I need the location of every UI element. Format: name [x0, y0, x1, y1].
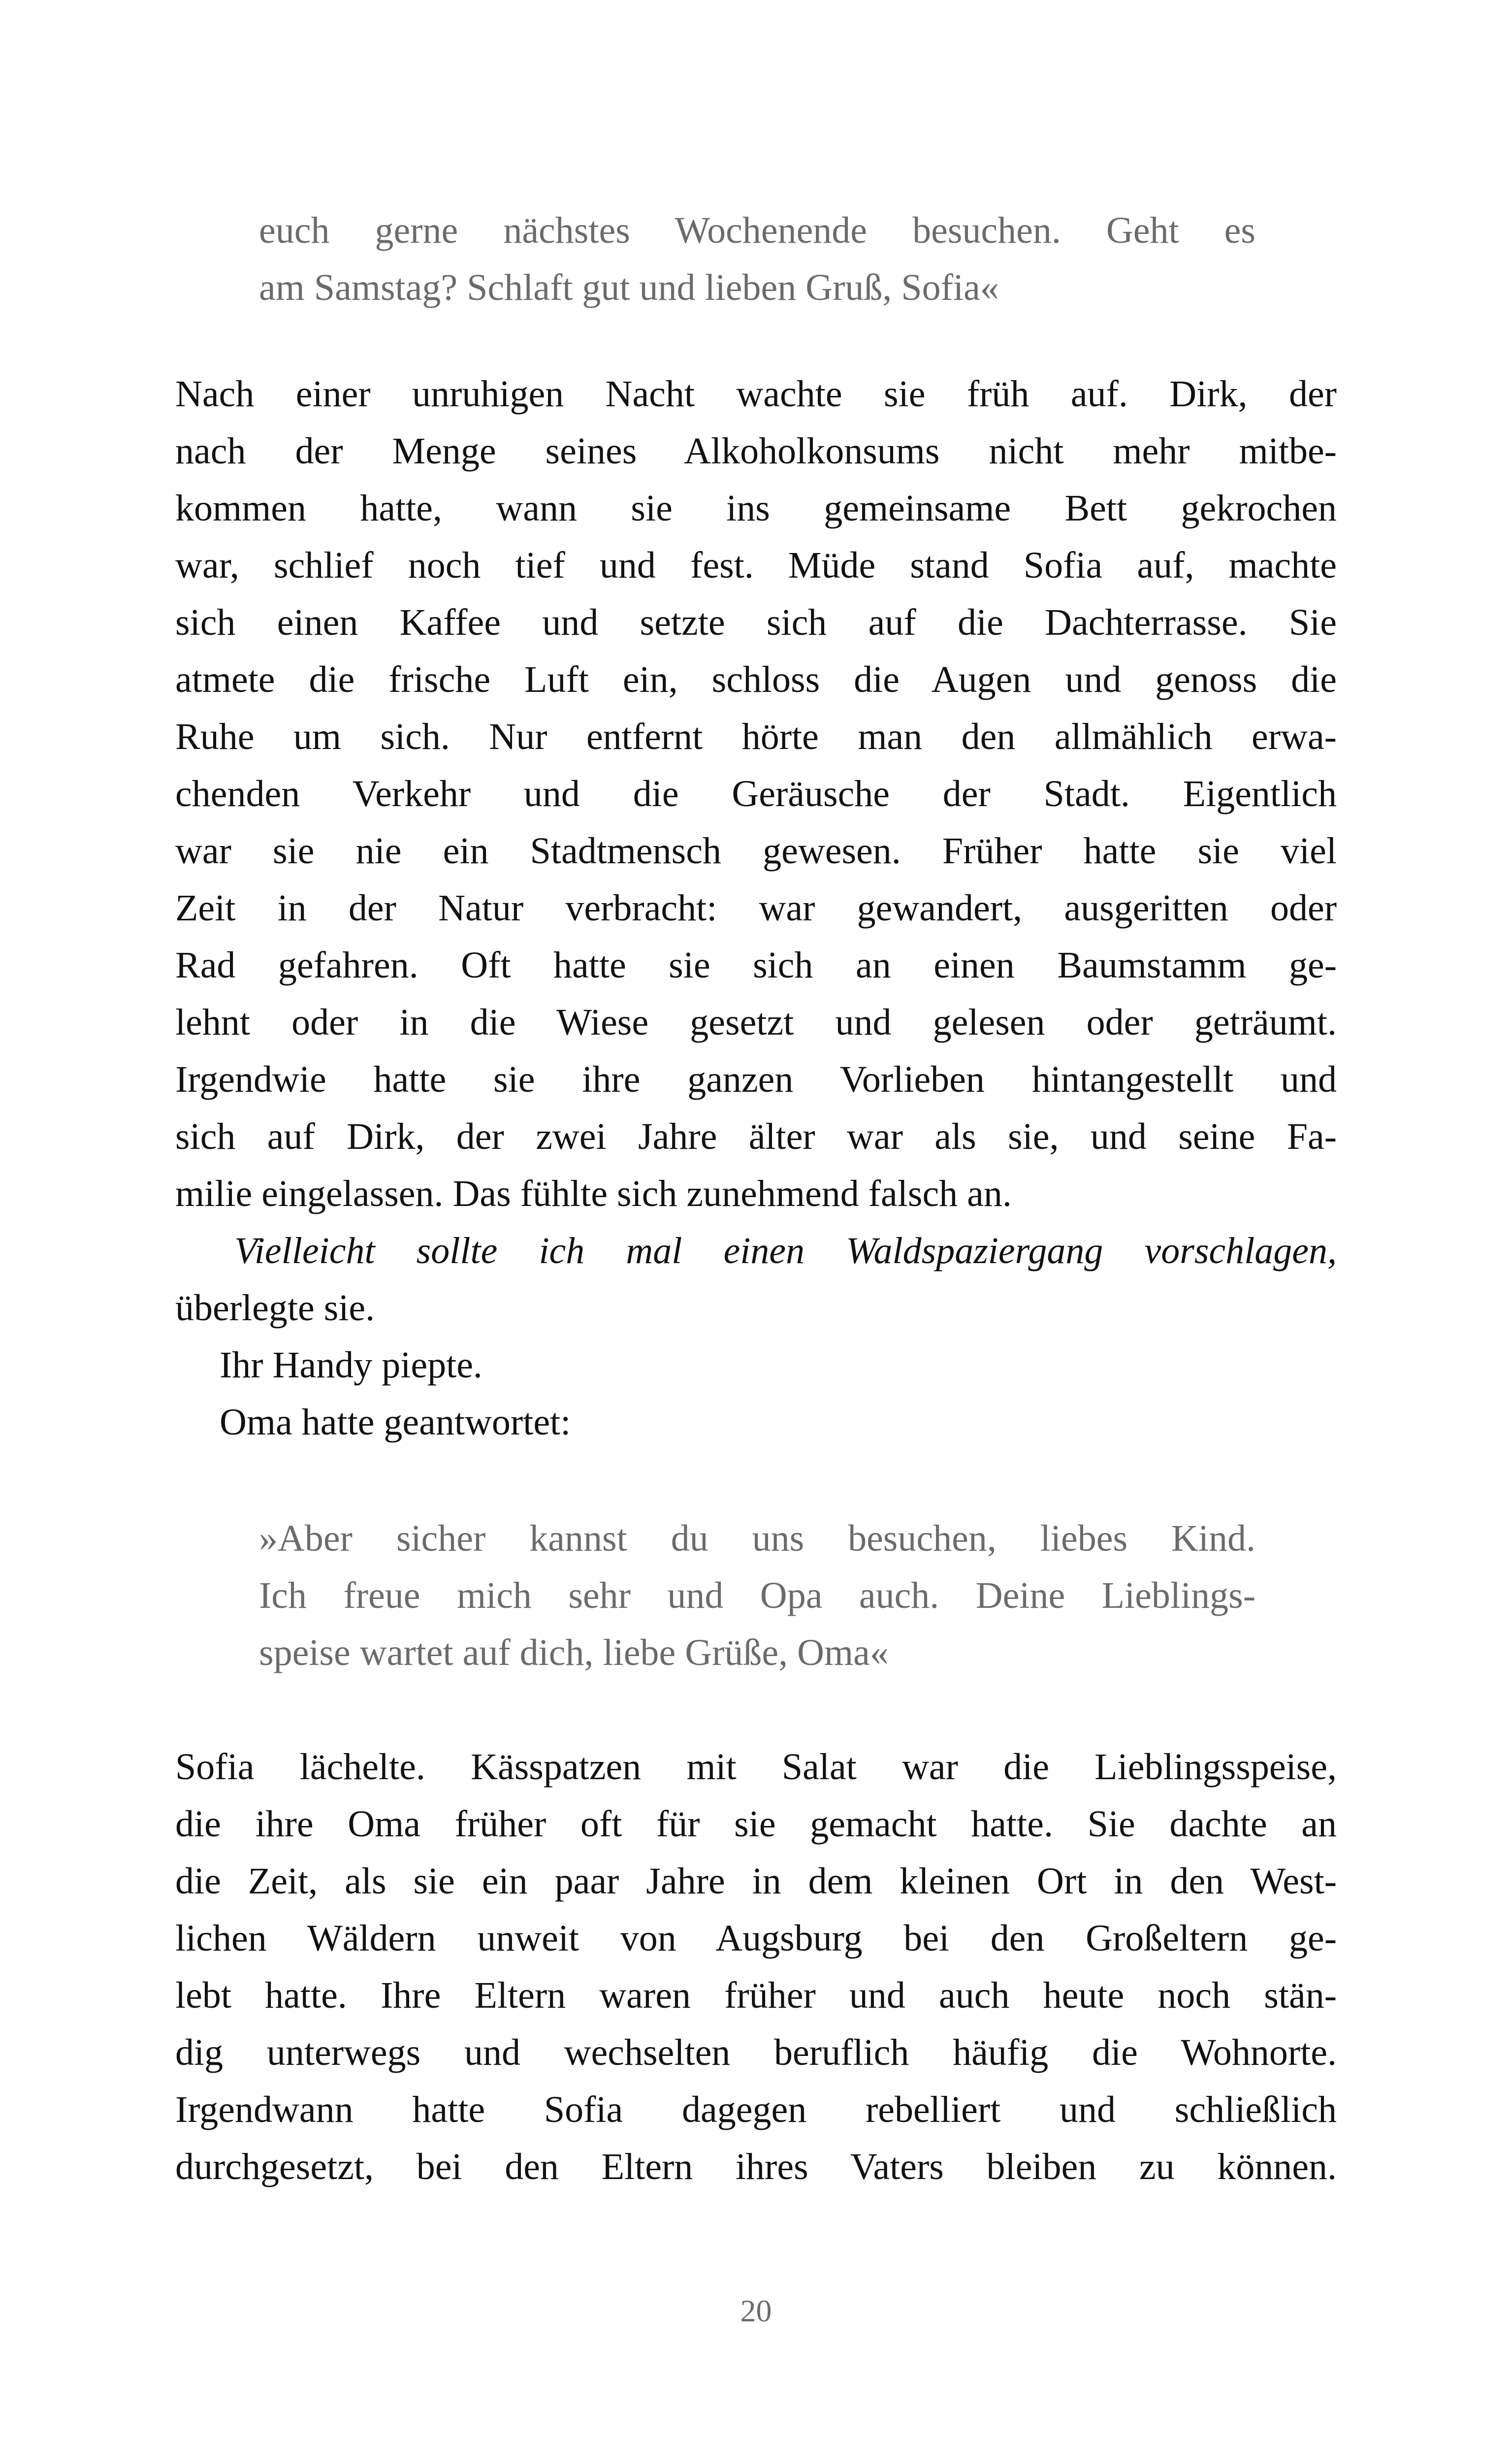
- body-line: Nach einer unruhigen Nacht wachte sie früh auf. Dirk, der: [175, 373, 1337, 415]
- page-number: 20: [740, 2293, 772, 2328]
- thought-line-italic: Vielleicht sollte ich mal einen Waldspaziergang vorschlagen,: [234, 1230, 1337, 1271]
- body-paragraph: [175, 1738, 1337, 2195]
- message-quote-oma: [175, 1510, 1337, 1681]
- body-line: atmete die frische Luft ein, schloss die Augen und genoss die: [175, 659, 1337, 700]
- body-line: Ihr Handy piepte.: [220, 1344, 483, 1386]
- quote-line: Ich freue mich sehr und Opa auch. Deine Lieblings-: [259, 1575, 1255, 1616]
- body-line: lebt hatte. Ihre Eltern waren früher und auch heute noch stän-: [175, 1975, 1337, 2016]
- body-line: milie eingelassen. Das fühlte sich zunehmend falsch an.: [175, 1173, 1012, 1214]
- body-line: Zeit in der Natur verbracht: war gewandert, ausgeritten oder: [175, 887, 1337, 929]
- body-line: war, schlief noch tief und fest. Müde stand Sofia auf, machte: [175, 545, 1337, 586]
- body-paragraph: [175, 365, 1337, 1222]
- body-line: die ihre Oma früher oft für sie gemacht hatte. Sie dachte an: [175, 1803, 1337, 1845]
- body-line: überlegte sie.: [175, 1287, 375, 1329]
- body-line: dig unterwegs und wechselten beruflich häufig die Wohnorte.: [175, 2032, 1337, 2073]
- body-line: lehnt oder in die Wiese gesetzt und gelesen oder geträumt.: [175, 1002, 1337, 1043]
- body-line: Irgendwie hatte sie ihre ganzen Vorlieben hintangestellt und: [175, 1059, 1337, 1100]
- body-line: lichen Wäldern unweit von Augsburg bei den Großeltern ge-: [175, 1918, 1337, 1959]
- quote-line: speise wartet auf dich, liebe Grüße, Oma«: [259, 1632, 889, 1673]
- body-line: Rad gefahren. Oft hatte sie sich an einen Baumstamm ge-: [175, 945, 1337, 986]
- body-line: durchgesetzt, bei den Eltern ihres Vaters bleiben zu können.: [175, 2146, 1337, 2187]
- body-line: kommen hatte, wann sie ins gemeinsame Bett gekrochen: [175, 488, 1337, 529]
- body-line: war sie nie ein Stadtmensch gewesen. Früher hatte sie viel: [175, 830, 1337, 872]
- quote-line: euch gerne nächstes Wochenende besuchen. Geht es: [259, 210, 1255, 251]
- quote-line: am Samstag? Schlaft gut und lieben Gruß, Sofia«: [259, 267, 999, 308]
- message-quote-sofia: [175, 202, 1337, 316]
- body-line: Sofia lächelte. Kässpatzen mit Salat war die Lieblingsspeise,: [175, 1746, 1337, 1788]
- body-line: nach der Menge seines Alkoholkonsums nicht mehr mitbe-: [175, 430, 1337, 472]
- thought-paragraph: [175, 1222, 1337, 1336]
- body-line: Ruhe um sich. Nur entfernt hörte man den allmählich erwa-: [175, 716, 1337, 757]
- body-line: sich auf Dirk, der zwei Jahre älter war als sie, und seine Fa-: [175, 1116, 1337, 1157]
- body-line: Oma hatte geantwortet:: [220, 1401, 571, 1443]
- body-line: chenden Verkehr und die Geräusche der Stadt. Eigentlich: [175, 773, 1337, 814]
- body-line: Irgendwann hatte Sofia dagegen rebelliert und schließlich: [175, 2089, 1337, 2130]
- quote-line: »Aber sicher kannst du uns besuchen, liebes Kind.: [259, 1518, 1255, 1559]
- body-line: sich einen Kaffee und setzte sich auf die Dachterrasse. Sie: [175, 602, 1337, 643]
- body-line: die Zeit, als sie ein paar Jahre in dem kleinen Ort in den West-: [175, 1860, 1337, 1902]
